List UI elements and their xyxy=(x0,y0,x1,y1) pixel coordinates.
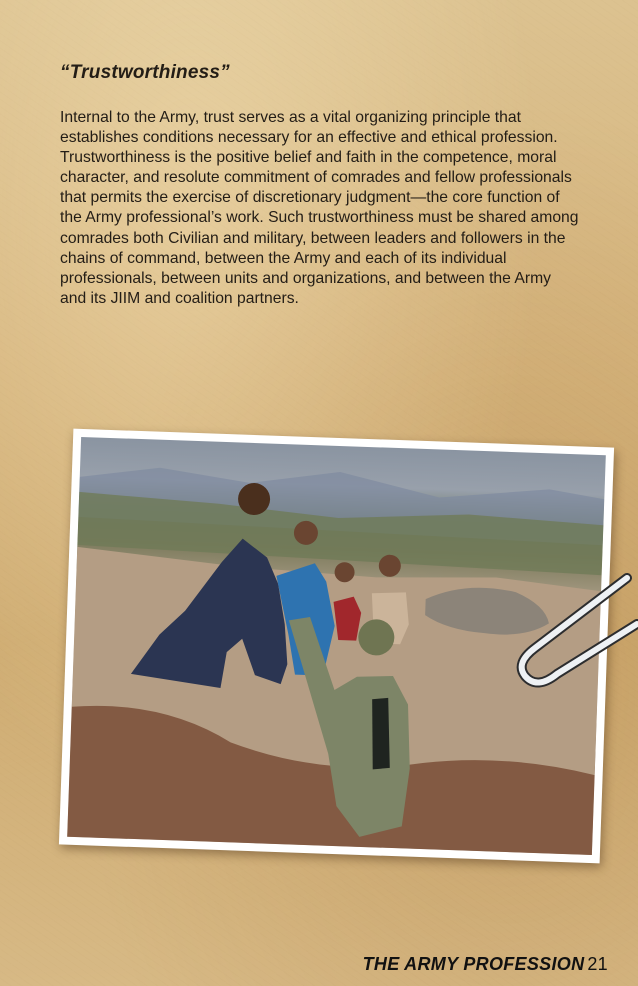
footer xyxy=(363,954,608,975)
page-number: 21 xyxy=(587,954,608,974)
page-title: “Trustworthiness” xyxy=(60,62,230,83)
paperclip-icon xyxy=(505,570,638,700)
footer-label: THE ARMY PROFESSION xyxy=(362,954,585,974)
body-paragraph: Internal to the Army, trust serves as a vital organizing principle that establishes conditions necessary for an effective and ethical profession. Trustworthiness is the positive belief and faith in the competence, moral character, and resolute commitment of comrades and fellow professionals that permits the exercise of discretionary judgment—the core function of the Army professional’s work. Such trustworthiness must be shared among comrades both Civilian and military, between leaders and followers in the chains of command, between the Army and each of its individual professionals, between units and organizations, and between the Army and its JIIM and coalition partners. xyxy=(60,109,579,307)
